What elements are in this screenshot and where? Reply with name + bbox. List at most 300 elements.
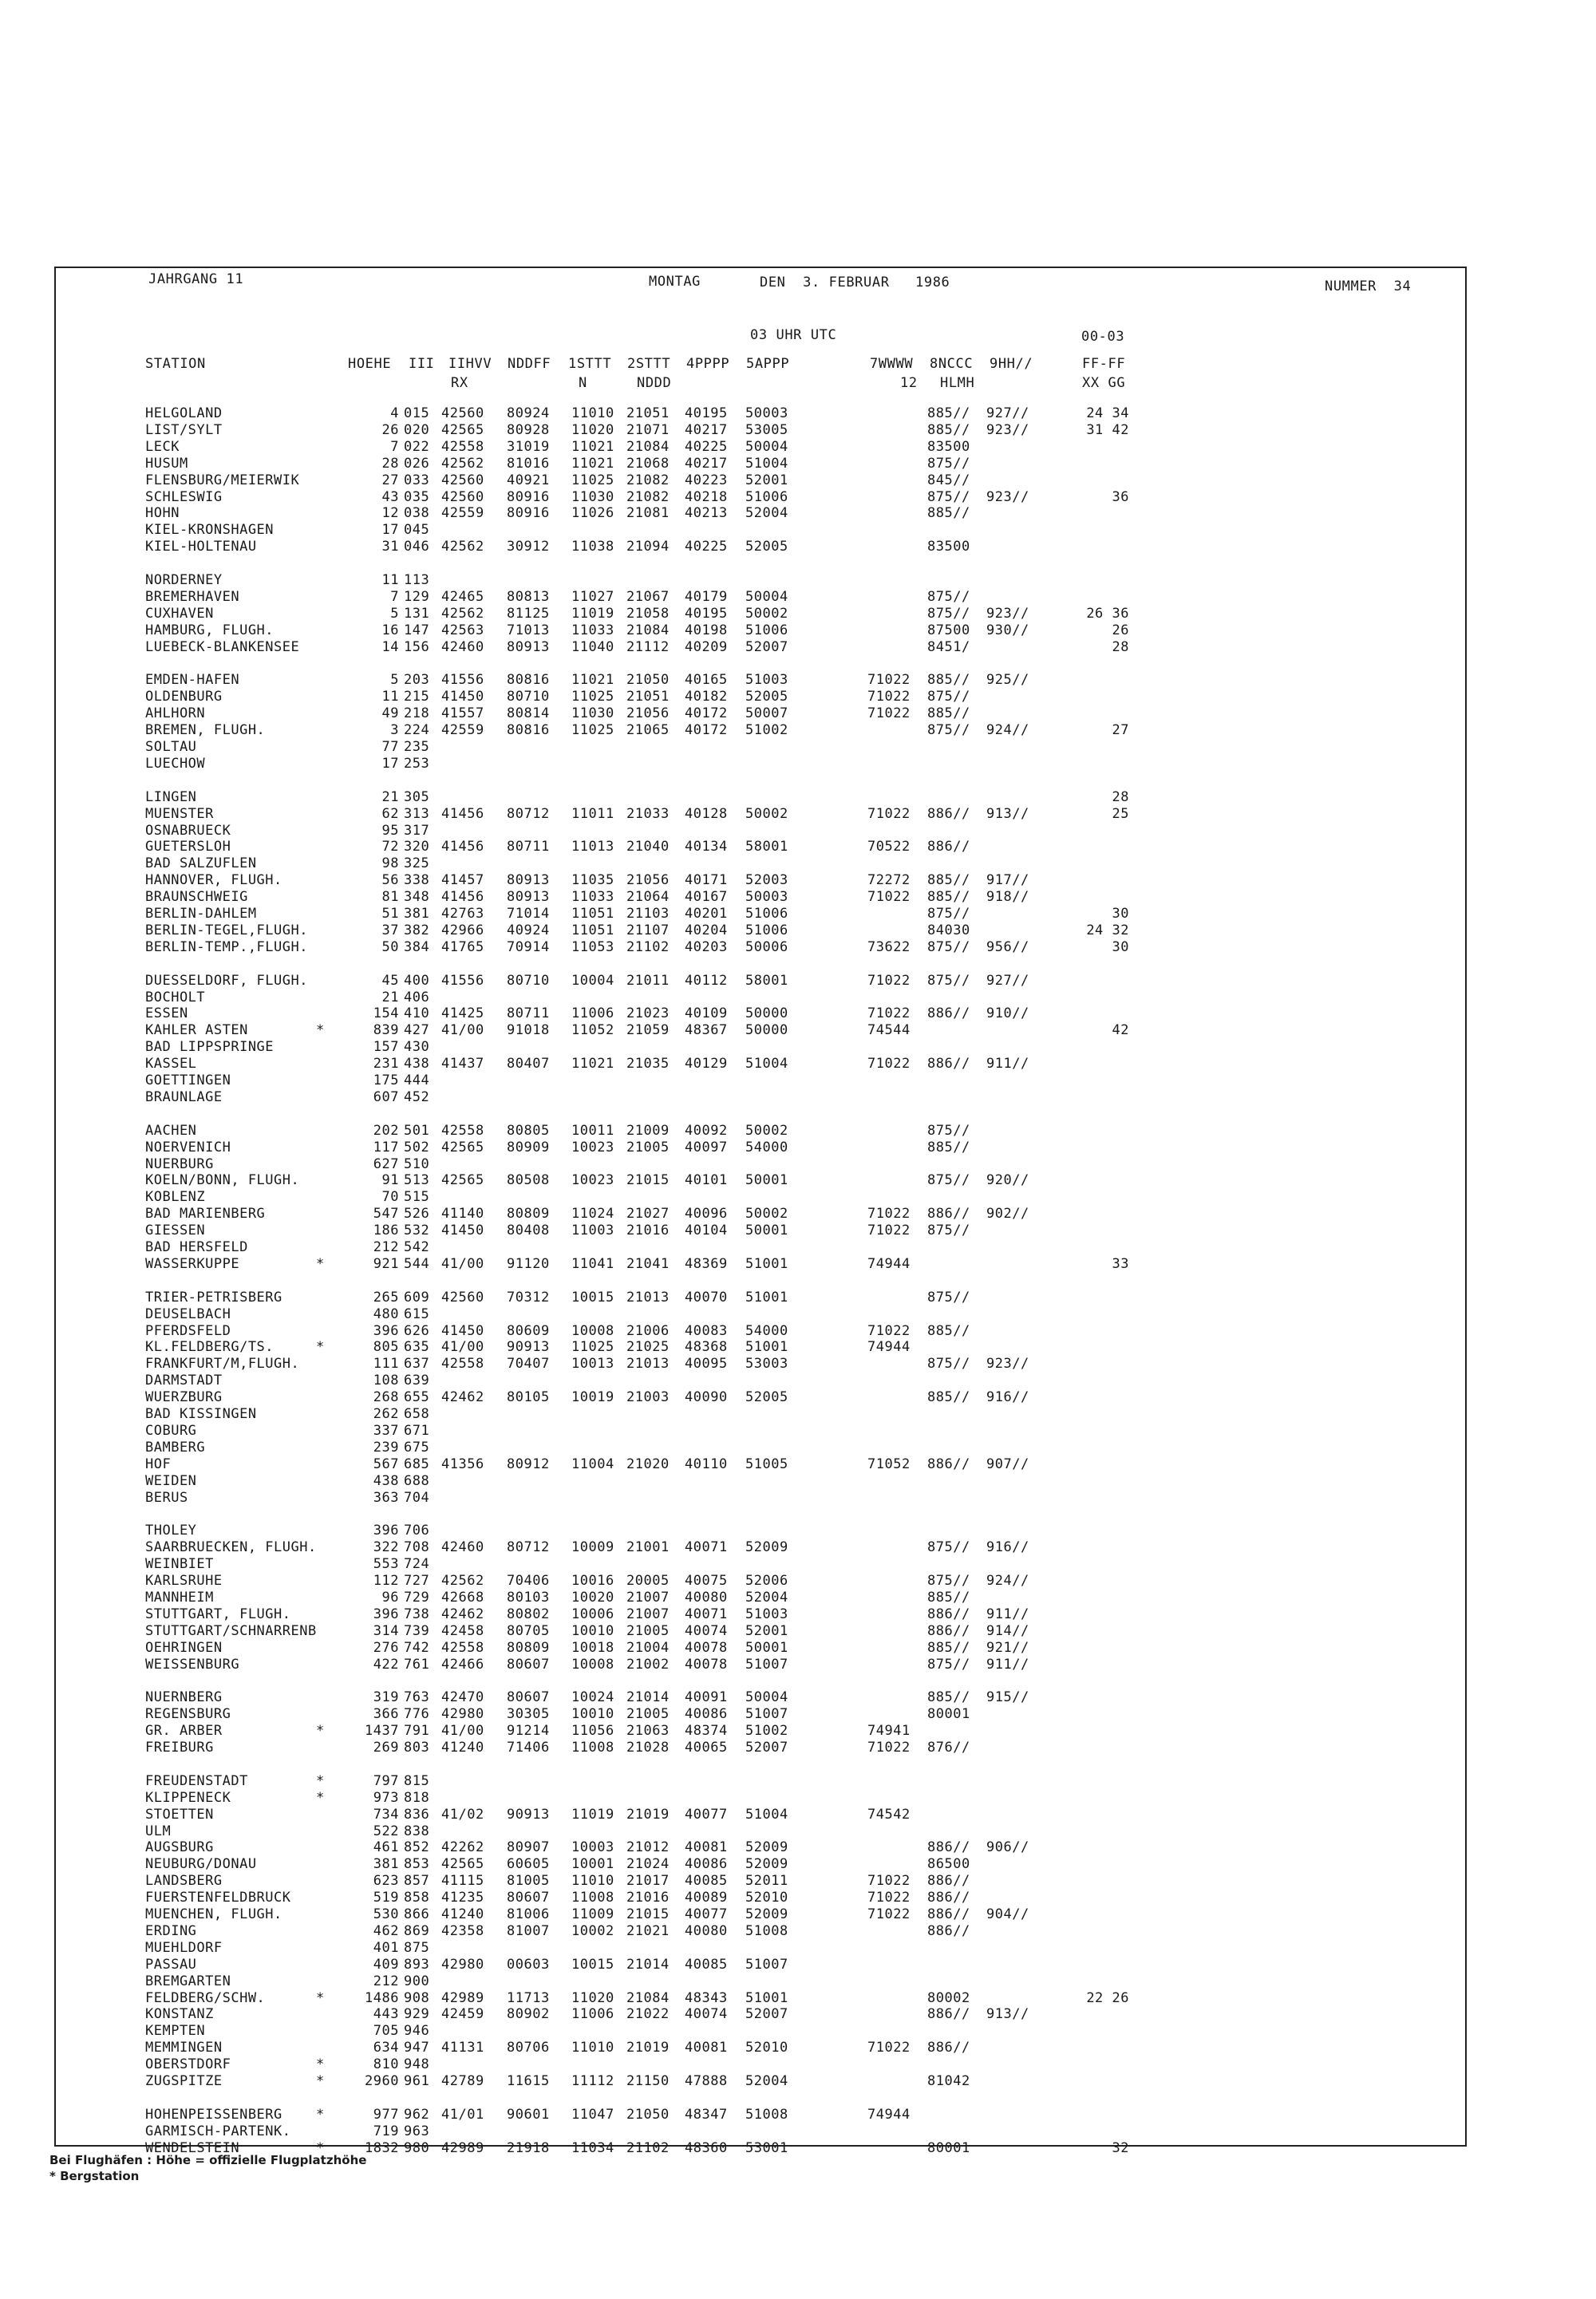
cell-iii: 038: [404, 505, 430, 522]
cell-station-name: ERDING: [145, 1922, 197, 1939]
cell-w7www: 71022: [867, 1056, 911, 1072]
cell-iii: 203: [404, 672, 430, 689]
cell-iii: 033: [404, 472, 430, 488]
cell-nddff: 80816: [507, 672, 550, 689]
cell-s1ttt: 10011: [571, 1122, 614, 1139]
cell-hoehe: 14: [381, 638, 399, 655]
cell-iii: 866: [404, 1906, 430, 1922]
table-row: [0, 672, 1596, 689]
cell-s2ttt: 21084: [626, 622, 670, 638]
cell-iii: 639: [404, 1373, 430, 1389]
cell-a5ppp: 51001: [745, 1255, 788, 1272]
cell-n8ccc: 886//: [927, 1606, 970, 1622]
cell-h9hh: 923//: [986, 421, 1029, 438]
cell-w7www: 71022: [867, 1740, 911, 1756]
cell-a5ppp: 52005: [745, 539, 788, 555]
cell-nddff: 80408: [507, 1223, 550, 1239]
cell-s2ttt: 21001: [626, 1539, 670, 1556]
cell-iihvv: 41/00: [441, 1022, 484, 1039]
cell-s2ttt: 21019: [626, 1806, 670, 1823]
col-7wwww: 7WWWW: [870, 356, 914, 372]
cell-a5ppp: 50001: [745, 1639, 788, 1656]
cell-iihvv: 41/01: [441, 2106, 484, 2123]
cell-station-name: FREUDENSTADT: [145, 1772, 248, 1789]
cell-iii: 532: [404, 1223, 430, 1239]
cell-iihvv: 42565: [441, 421, 484, 438]
table-row: [0, 1790, 1596, 1807]
cell-s1ttt: 10019: [571, 1389, 614, 1406]
cell-station-name: ULM: [145, 1823, 172, 1839]
cell-a5ppp: 51006: [745, 488, 788, 505]
cell-station-name: DUESSELDORF, FLUGH.: [145, 972, 308, 989]
cell-n8ccc: 875//: [927, 722, 970, 739]
cell-station-name: HANNOVER, FLUGH.: [145, 872, 282, 889]
table-row: [0, 1140, 1596, 1156]
cell-n8ccc: 886//: [927, 1206, 970, 1223]
cell-s2ttt: 21150: [626, 2073, 670, 2089]
cell-hoehe: 154: [373, 1005, 399, 1022]
cell-p4ppp: 40086: [685, 1856, 728, 1873]
cell-station-name: GOETTINGEN: [145, 1072, 231, 1088]
cell-s1ttt: 11013: [571, 839, 614, 855]
cell-a5ppp: 51005: [745, 1456, 788, 1472]
cell-station-name: KAHLER ASTEN: [145, 1022, 248, 1039]
cell-n8ccc: 885//: [927, 872, 970, 889]
cell-hoehe: 96: [381, 1589, 399, 1606]
cell-iii: 803: [404, 1740, 430, 1756]
cell-iii: 156: [404, 638, 430, 655]
cell-station-name: BERLIN-DAHLEM: [145, 906, 257, 922]
cell-w7www: 71022: [867, 805, 911, 822]
cell-s1ttt: 11051: [571, 922, 614, 938]
cell-n8ccc: 87500: [927, 622, 970, 638]
table-row: [0, 1056, 1596, 1072]
cell-s2ttt: 21021: [626, 1922, 670, 1939]
cell-hoehe: 269: [373, 1740, 399, 1756]
cell-p4ppp: 48369: [685, 1255, 728, 1272]
cell-w7www: 74944: [867, 1255, 911, 1272]
cell-w7www: 74544: [867, 1022, 911, 1039]
cell-s1ttt: 11021: [571, 455, 614, 472]
cell-a5ppp: 50006: [745, 938, 788, 955]
cell-p4ppp: 40204: [685, 922, 728, 938]
cell-p4ppp: 48360: [685, 2139, 728, 2156]
cell-station-name: BRAUNLAGE: [145, 1088, 223, 1105]
cell-station-name: KIEL-HOLTENAU: [145, 539, 257, 555]
cell-iihvv: 41450: [441, 1322, 484, 1339]
col-5appp: 5APPP: [746, 356, 790, 372]
cell-station-name: MUENCHEN, FLUGH.: [145, 1906, 282, 1922]
cell-nddff: 80710: [507, 972, 550, 989]
cell-hoehe: 21: [381, 788, 399, 805]
cell-iii: 131: [404, 605, 430, 622]
cell-nddff: 80907: [507, 1839, 550, 1856]
cell-nddff: 80607: [507, 1890, 550, 1906]
cell-nddff: 91120: [507, 1255, 550, 1272]
cell-station-name: NOERVENICH: [145, 1139, 231, 1155]
cell-hoehe: 28: [381, 455, 399, 472]
col-8nccc-sub: HLMH: [940, 375, 975, 391]
table-row: [0, 756, 1596, 772]
cell-station-name: LANDSBERG: [145, 1873, 223, 1890]
table-row: [0, 1839, 1596, 1856]
cell-w7www: 71022: [867, 1322, 911, 1339]
cell-s1ttt: 11019: [571, 605, 614, 622]
col-iihvv: IIHVV: [448, 356, 492, 372]
cell-s2ttt: 21107: [626, 922, 670, 938]
cell-mountain-mark: *: [316, 1255, 325, 1272]
cell-nddff: 71014: [507, 906, 550, 922]
cell-n8ccc: 80002: [927, 1989, 970, 2006]
cell-mountain-mark: *: [316, 1772, 325, 1789]
table-row: [0, 405, 1596, 422]
cell-iihvv: 42989: [441, 2139, 484, 2156]
cell-p4ppp: 40092: [685, 1122, 728, 1139]
cell-iihvv: 42470: [441, 1689, 484, 1706]
cell-s2ttt: 21007: [626, 1589, 670, 1606]
table-row: [0, 1490, 1596, 1507]
cell-hoehe: 366: [373, 1706, 399, 1723]
cell-station-name: BAD KISSINGEN: [145, 1406, 257, 1422]
cell-station-name: GARMISCH-PARTENK.: [145, 2123, 291, 2139]
cell-s2ttt: 21028: [626, 1740, 670, 1756]
cell-station-name: LINGEN: [145, 788, 197, 805]
cell-iii: 852: [404, 1839, 430, 1856]
cell-iihvv: 41/02: [441, 1806, 484, 1823]
cell-p4ppp: 40080: [685, 1922, 728, 1939]
table-row: [0, 1223, 1596, 1239]
cell-n8ccc: 875//: [927, 938, 970, 955]
cell-s1ttt: 11040: [571, 638, 614, 655]
cell-iihvv: 41456: [441, 839, 484, 855]
cell-a5ppp: 50002: [745, 1206, 788, 1223]
cell-a5ppp: 53005: [745, 421, 788, 438]
cell-h9hh: 904//: [986, 1906, 1029, 1922]
cell-s2ttt: 21082: [626, 472, 670, 488]
cell-hoehe: 51: [381, 906, 399, 922]
cell-n8ccc: 885//: [927, 1589, 970, 1606]
table-row: [0, 2123, 1596, 2140]
cell-w7www: 71022: [867, 1223, 911, 1239]
cell-a5ppp: 51001: [745, 1989, 788, 2006]
table-row: [0, 1239, 1596, 1256]
cell-s1ttt: 10004: [571, 972, 614, 989]
cell-n8ccc: 875//: [927, 455, 970, 472]
cell-station-name: KEMPTEN: [145, 2023, 206, 2040]
table-row: [0, 1539, 1596, 1556]
cell-iihvv: 42560: [441, 472, 484, 488]
cell-station-name: NUERBURG: [145, 1155, 214, 1172]
cell-s1ttt: 11053: [571, 938, 614, 955]
cell-s1ttt: 11025: [571, 472, 614, 488]
cell-w7www: 71022: [867, 972, 911, 989]
cell-w7www: 74944: [867, 2106, 911, 2123]
cell-a5ppp: 52007: [745, 1740, 788, 1756]
cell-station-name: FRANKFURT/M,FLUGH.: [145, 1356, 300, 1373]
cell-station-name: BREMEN, FLUGH.: [145, 722, 266, 739]
cell-n8ccc: 885//: [927, 1389, 970, 1406]
cell-hoehe: 45: [381, 972, 399, 989]
cell-iihvv: 41456: [441, 805, 484, 822]
cell-a5ppp: 52005: [745, 1389, 788, 1406]
cell-h9hh: 924//: [986, 722, 1029, 739]
cell-iii: 218: [404, 705, 430, 722]
cell-p4ppp: 40074: [685, 2006, 728, 2023]
cell-iii: 857: [404, 1873, 430, 1890]
cell-s2ttt: 21071: [626, 421, 670, 438]
table-row: [0, 705, 1596, 722]
cell-iii: 658: [404, 1406, 430, 1422]
col-9hh: 9HH//: [990, 356, 1033, 372]
cell-station-name: BREMERHAVEN: [145, 588, 240, 605]
cell-ffgg: 24 32: [1086, 922, 1129, 938]
cell-s1ttt: 11008: [571, 1890, 614, 1906]
cell-s1ttt: 10015: [571, 1956, 614, 1973]
cell-s1ttt: 10023: [571, 1172, 614, 1189]
cell-a5ppp: 50003: [745, 405, 788, 421]
cell-w7www: 71052: [867, 1456, 911, 1472]
cell-s1ttt: 11021: [571, 438, 614, 455]
cell-s2ttt: 21012: [626, 1839, 670, 1856]
table-row: [0, 1256, 1596, 1273]
cell-ffgg: 32: [1112, 2139, 1129, 2156]
cell-nddff: 00603: [507, 1956, 550, 1973]
cell-station-name: FUERSTENFELDBRUCK: [145, 1890, 291, 1906]
cell-s1ttt: 11047: [571, 2106, 614, 2123]
cell-hoehe: 322: [373, 1539, 399, 1556]
cell-n8ccc: 886//: [927, 2006, 970, 2023]
cell-s1ttt: 11025: [571, 722, 614, 739]
cell-p4ppp: 40078: [685, 1639, 728, 1656]
cell-a5ppp: 51008: [745, 2106, 788, 2123]
cell-s1ttt: 11051: [571, 906, 614, 922]
cell-nddff: 11713: [507, 1989, 550, 2006]
cell-n8ccc: 885//: [927, 405, 970, 421]
cell-iii: 929: [404, 2006, 430, 2023]
cell-w7www: 71022: [867, 2040, 911, 2056]
cell-station-name: KL.FELDBERG/TS.: [145, 1339, 275, 1356]
cell-ffgg: 22 26: [1086, 1989, 1129, 2006]
cell-s1ttt: 11009: [571, 1906, 614, 1922]
cell-nddff: 90601: [507, 2106, 550, 2123]
cell-s1ttt: 11021: [571, 1056, 614, 1072]
cell-station-name: FELDBERG/SCHW.: [145, 1989, 266, 2006]
cell-hoehe: 262: [373, 1406, 399, 1422]
cell-hoehe: 212: [373, 1239, 399, 1255]
cell-h9hh: 910//: [986, 1005, 1029, 1022]
cell-s1ttt: 10006: [571, 1606, 614, 1622]
cell-hoehe: 530: [373, 1906, 399, 1922]
cell-nddff: 80924: [507, 405, 550, 421]
cell-station-name: KLIPPENECK: [145, 1789, 231, 1806]
cell-s2ttt: 21004: [626, 1639, 670, 1656]
cell-a5ppp: 52004: [745, 1589, 788, 1606]
cell-station-name: GUETERSLOH: [145, 839, 231, 855]
cell-s1ttt: 11030: [571, 705, 614, 722]
cell-p4ppp: 48343: [685, 1989, 728, 2006]
cell-iii: 526: [404, 1206, 430, 1223]
cell-s1ttt: 11038: [571, 539, 614, 555]
cell-a5ppp: 51004: [745, 1806, 788, 1823]
cell-s1ttt: 10018: [571, 1639, 614, 1656]
cell-station-name: THOLEY: [145, 1523, 197, 1539]
cell-station-name: LIST/SYLT: [145, 421, 223, 438]
cell-a5ppp: 54000: [745, 1322, 788, 1339]
cell-s2ttt: 21056: [626, 872, 670, 889]
cell-a5ppp: 52001: [745, 1622, 788, 1639]
table-row: [0, 539, 1596, 555]
cell-iii: 836: [404, 1806, 430, 1823]
cell-nddff: 31019: [507, 438, 550, 455]
table-row: [0, 2040, 1596, 2056]
cell-a5ppp: 52005: [745, 689, 788, 705]
cell-iihvv: 42558: [441, 1122, 484, 1139]
cell-s1ttt: 11003: [571, 1223, 614, 1239]
cell-hoehe: 37: [381, 922, 399, 938]
cell-p4ppp: 40083: [685, 1322, 728, 1339]
cell-iihvv: 42460: [441, 1539, 484, 1556]
cell-iihvv: 41/00: [441, 1339, 484, 1356]
cell-nddff: 70407: [507, 1356, 550, 1373]
cell-nddff: 80913: [507, 889, 550, 906]
table-row: [0, 1689, 1596, 1706]
cell-s2ttt: 21014: [626, 1689, 670, 1706]
cell-a5ppp: 51007: [745, 1706, 788, 1723]
cell-station-name: PFERDSFELD: [145, 1322, 231, 1339]
cell-mountain-mark: *: [316, 2056, 325, 2073]
cell-mountain-mark: *: [316, 2106, 325, 2123]
cell-nddff: 80809: [507, 1206, 550, 1223]
cell-hoehe: 810: [373, 2056, 399, 2073]
cell-s1ttt: 11010: [571, 2040, 614, 2056]
cell-station-name: ESSEN: [145, 1005, 188, 1022]
cell-a5ppp: 50003: [745, 889, 788, 906]
cell-hoehe: 91: [381, 1172, 399, 1189]
cell-s2ttt: 21005: [626, 1139, 670, 1155]
cell-h9hh: 930//: [986, 622, 1029, 638]
cell-s1ttt: 11010: [571, 405, 614, 421]
cell-p4ppp: 40225: [685, 539, 728, 555]
cell-h9hh: 907//: [986, 1456, 1029, 1472]
cell-iihvv: 42560: [441, 488, 484, 505]
cell-iii: 147: [404, 622, 430, 638]
cell-iii: 438: [404, 1056, 430, 1072]
cell-a5ppp: 50000: [745, 1005, 788, 1022]
cell-iii: 948: [404, 2056, 430, 2073]
cell-station-name: GIESSEN: [145, 1223, 206, 1239]
cell-station-name: PASSAU: [145, 1956, 197, 1973]
table-row: [0, 1406, 1596, 1423]
table-row: [0, 1657, 1596, 1673]
cell-hoehe: 409: [373, 1956, 399, 1973]
cell-iii: 963: [404, 2123, 430, 2139]
cell-nddff: 81016: [507, 455, 550, 472]
cell-hoehe: 112: [373, 1573, 399, 1589]
cell-station-name: HELGOLAND: [145, 405, 223, 421]
cell-p4ppp: 48374: [685, 1723, 728, 1740]
cell-iii: 045: [404, 522, 430, 539]
cell-iii: 791: [404, 1723, 430, 1740]
cell-p4ppp: 48347: [685, 2106, 728, 2123]
cell-w7www: 71022: [867, 1890, 911, 1906]
table-row: [0, 1823, 1596, 1840]
cell-s1ttt: 10001: [571, 1856, 614, 1873]
cell-nddff: 80508: [507, 1172, 550, 1189]
table-row: [0, 1807, 1596, 1823]
cell-iii: 235: [404, 739, 430, 755]
table-row: [0, 1473, 1596, 1490]
cell-hoehe: 265: [373, 1289, 399, 1306]
cell-nddff: 80712: [507, 1539, 550, 1556]
cell-nddff: 80609: [507, 1322, 550, 1339]
cell-s2ttt: 21013: [626, 1356, 670, 1373]
cell-n8ccc: 886//: [927, 1622, 970, 1639]
cell-h9hh: 924//: [986, 1573, 1029, 1589]
cell-station-name: SAARBRUECKEN, FLUGH.: [145, 1539, 317, 1556]
table-row: [0, 922, 1596, 939]
table-row: [0, 1973, 1596, 1990]
cell-iihvv: 42562: [441, 539, 484, 555]
cell-iii: 671: [404, 1422, 430, 1439]
cell-s1ttt: 10003: [571, 1839, 614, 1856]
cell-nddff: 71013: [507, 622, 550, 638]
table-row: [0, 722, 1596, 739]
cell-mountain-mark: *: [316, 2139, 325, 2156]
table-row: [0, 973, 1596, 990]
cell-h9hh: 911//: [986, 1056, 1029, 1072]
cell-nddff: 90913: [507, 1806, 550, 1823]
cell-hoehe: 396: [373, 1523, 399, 1539]
cell-hoehe: 56: [381, 872, 399, 889]
cell-hoehe: 50: [381, 938, 399, 955]
cell-iihvv: 42980: [441, 1706, 484, 1723]
cell-p4ppp: 40203: [685, 938, 728, 955]
cell-s1ttt: 11026: [571, 505, 614, 522]
cell-station-name: HOHENPEISSENBERG: [145, 2106, 282, 2123]
cell-nddff: 80711: [507, 1005, 550, 1022]
cell-hoehe: 31: [381, 539, 399, 555]
cell-iii: 501: [404, 1122, 430, 1139]
cell-a5ppp: 52006: [745, 1573, 788, 1589]
cell-iii: 763: [404, 1689, 430, 1706]
cell-a5ppp: 52009: [745, 1906, 788, 1922]
cell-iii: 381: [404, 906, 430, 922]
cell-s1ttt: 10015: [571, 1289, 614, 1306]
table-row: [0, 1990, 1596, 2007]
cell-s2ttt: 21033: [626, 805, 670, 822]
cell-a5ppp: 51007: [745, 1956, 788, 1973]
cell-n8ccc: 885//: [927, 889, 970, 906]
cell-hoehe: 21: [381, 989, 399, 1005]
cell-iihvv: 41450: [441, 689, 484, 705]
cell-s2ttt: 21009: [626, 1122, 670, 1139]
table-row: [0, 1022, 1596, 1039]
cell-hoehe: 2960: [365, 2073, 399, 2089]
col-ff-sub: XX GG: [1082, 375, 1126, 391]
cell-iihvv: 41425: [441, 1005, 484, 1022]
cell-p4ppp: 40086: [685, 1706, 728, 1723]
cell-station-name: BERLIN-TEGEL,FLUGH.: [145, 922, 308, 938]
weekday: MONTAG: [649, 274, 701, 290]
cell-iii: 729: [404, 1589, 430, 1606]
cell-s1ttt: 11020: [571, 1989, 614, 2006]
cell-nddff: 80710: [507, 689, 550, 705]
cell-iihvv: 41/00: [441, 1255, 484, 1272]
table-row: [0, 1856, 1596, 1873]
cell-iii: 224: [404, 722, 430, 739]
table-row: [0, 622, 1596, 639]
table-row: [0, 489, 1596, 506]
